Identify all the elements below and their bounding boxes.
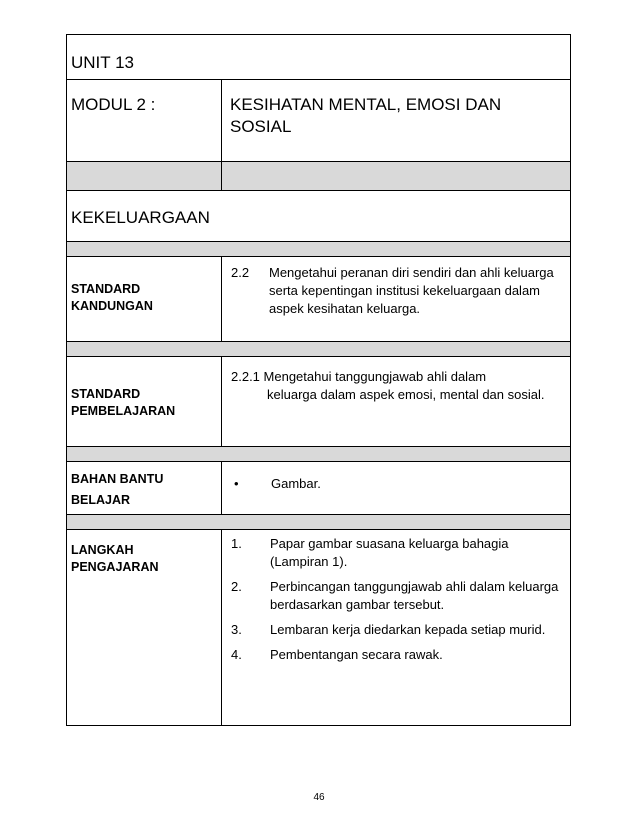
page-number: 46 (313, 792, 325, 803)
bahan-bantu-row (67, 461, 570, 514)
standard-pembelajaran-text: keluarga dalam aspek emosi, mental dan sosial. (267, 387, 545, 402)
lesson-plan-table (66, 34, 571, 726)
standard-pembelajaran-line1: 2.2.1 Mengetahui tanggungjawab ahli dalam (231, 369, 487, 384)
modul-title: KESIHATAN MENTAL, EMOSI DAN SOSIAL (230, 95, 502, 136)
modul-label: MODUL 2 : (67, 80, 222, 161)
list-item: 1. Papar gambar suasana keluarga bahagia (Lampiran 1). (231, 536, 509, 569)
bahan-bantu-item: Gambar. (271, 476, 321, 491)
standard-kandungan-text: Mengetahui peranan diri sendiri dan ahli keluarga serta kepentingan institusi kekeluargaan dalam aspek kesihatan keluarga. (269, 265, 554, 316)
standard-kandungan-row (67, 256, 570, 341)
list-item: 2. Perbincangan tanggungjawab ahli dalam keluarga berdasarkan gambar tersebut. (231, 579, 559, 612)
unit-row (67, 35, 570, 79)
langkah-pengajaran-row (67, 529, 570, 725)
list-item: 3. Lembaran kerja diedarkan kepada setiap murid. (231, 622, 546, 637)
bahan-bantu-label: BAHAN BANTU BELAJAR (67, 462, 222, 514)
bahan-bantu-content (222, 462, 570, 514)
shaded-separator (67, 514, 570, 529)
topic-row (67, 190, 570, 241)
shaded-separator (67, 341, 570, 356)
standard-kandungan-number: 2.2 (231, 265, 250, 280)
standard-pembelajaran-content (222, 357, 570, 446)
langkah-pengajaran-steps (222, 530, 570, 725)
topic-title: KEKELUARGAAN (71, 208, 210, 227)
shaded-separator (67, 241, 570, 256)
bullet-icon: • (234, 476, 239, 491)
shaded-separator (67, 161, 570, 190)
langkah-pengajaran-label: LANGKAH PENGAJARAN (67, 530, 222, 725)
standard-kandungan-content (222, 257, 570, 341)
standard-kandungan-label: STANDARD KANDUNGAN (67, 257, 222, 341)
standard-pembelajaran-label: STANDARD PEMBELAJARAN (67, 357, 222, 446)
list-item: 4. Pembentangan secara rawak. (231, 647, 443, 662)
unit-title: UNIT 13 (71, 53, 134, 72)
shaded-separator (67, 446, 570, 461)
standard-pembelajaran-row (67, 356, 570, 446)
modul-row (67, 79, 570, 161)
